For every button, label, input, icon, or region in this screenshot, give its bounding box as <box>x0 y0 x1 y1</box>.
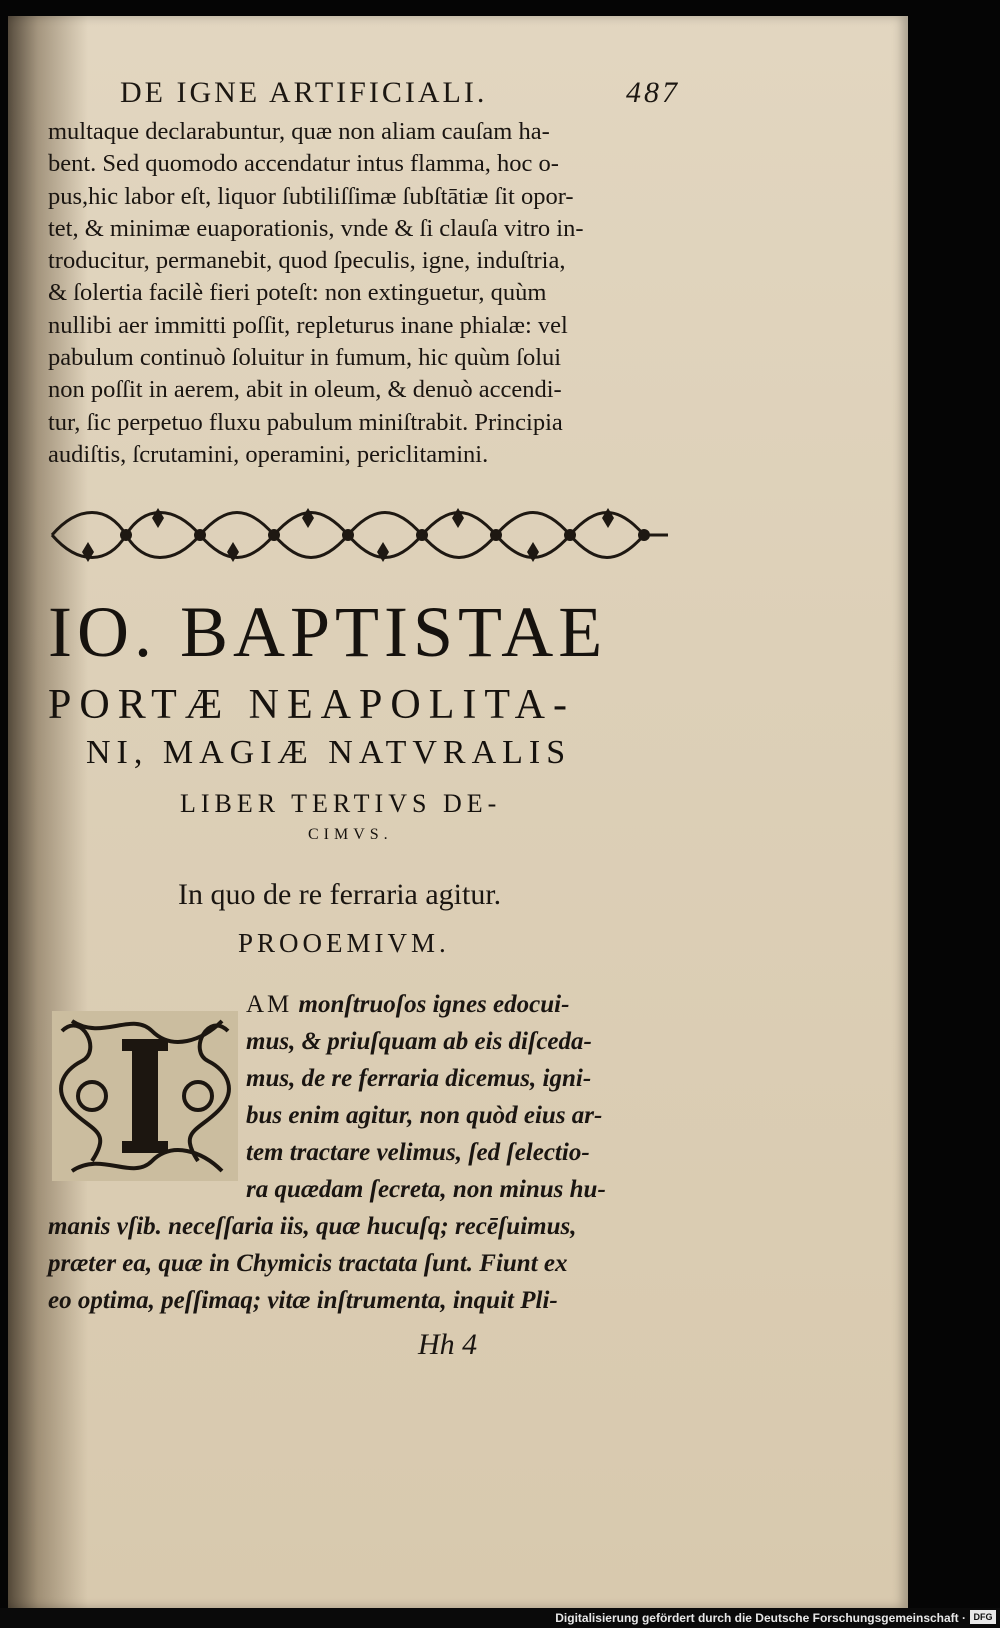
italic-line: præter ea, quæ in Chymicis tractata ſunt. Fiunt ex <box>48 1250 568 1277</box>
body-line: non poſſit in aerem, abit in oleum, & denuò accendi- <box>48 376 562 404</box>
running-head-title: DE IGNE ARTIFICIALI. <box>120 76 488 109</box>
body-line: tet, & minimæ euaporationis, vnde & ſi clauſa vitro in- <box>48 214 584 242</box>
page-number: 487 <box>626 76 680 109</box>
decorated-initial-letter <box>52 1011 238 1181</box>
running-head <box>120 76 680 116</box>
funding-credit: Digitalisierung gefördert durch die Deutsche Forschungsgemeinschaft · <box>555 1611 966 1625</box>
italic-line: mus, & priuſquam ab eis diſceda- <box>246 1028 592 1055</box>
section-title: PROOEMIVM. <box>238 928 450 958</box>
body-line: tur, ſic perpetuo fluxu pabulum miniſtrabit. Principia <box>48 408 563 436</box>
footer-bar <box>0 1608 1000 1628</box>
italic-line: tem tractare velimus, ſed ſelectio- <box>246 1139 590 1166</box>
opening-word: AM <box>246 991 293 1018</box>
italic-line: monſtruoſos ignes edocui- <box>298 991 570 1018</box>
italic-line: eo optima, peſſimaq; vitæ inſtrumenta, inquit Pli- <box>48 1287 558 1314</box>
body-line: multaque declarabuntur, quæ non aliam cauſam ha- <box>48 118 550 145</box>
chapter-subtitle: In quo de re ferraria agitur. <box>178 878 502 911</box>
chapter-heading-line: NI, MAGIÆ NATVRALIS <box>86 734 572 771</box>
decorative-ornament-band <box>48 500 672 570</box>
body-line: bent. Sed quomodo accendatur intus flamma, hoc o- <box>48 150 559 178</box>
signature-mark: Hh 4 <box>418 1328 478 1361</box>
body-line: audiſtis, ſcrutamini, operamini, periclitamini. <box>48 440 489 468</box>
italic-line: manis vſib. neceſſaria iis, quæ hucuſq; recēſuimus, <box>48 1213 577 1240</box>
dfg-logo: DFG <box>970 1610 996 1624</box>
body-text-block <box>48 116 678 471</box>
italic-line: mus, de re ferraria dicemus, igni- <box>246 1065 592 1092</box>
body-line: pus,hic labor eſt, liquor ſubtiliſſimæ ſubſtātiæ ſit opor- <box>48 182 574 210</box>
chapter-heading-line: PORTÆ NEAPOLITA- <box>48 682 575 728</box>
body-line: & ſolertia facilè fieri poteſt: non extinguetur, quùm <box>48 279 547 307</box>
italic-line: ra quædam ſecreta, non minus hu- <box>246 1176 606 1203</box>
body-line: troducitur, permanebit, quod ſpeculis, igne, induſtria, <box>48 247 566 275</box>
body-line: pabulum continuò ſoluitur in fumum, hic quùm ſolui <box>48 344 562 372</box>
italic-line: bus enim agitur, non quòd eius ar- <box>246 1102 603 1129</box>
chapter-heading-line: LIBER TERTIVS DE- <box>180 789 502 818</box>
body-line: nullibi aer immitti poſſit, repleturus inane phialæ: vel <box>48 311 568 339</box>
book-page <box>8 16 908 1608</box>
chapter-heading: IO. BAPTISTAE <box>48 592 608 672</box>
chapter-heading-line: CIMVS. <box>308 826 393 843</box>
